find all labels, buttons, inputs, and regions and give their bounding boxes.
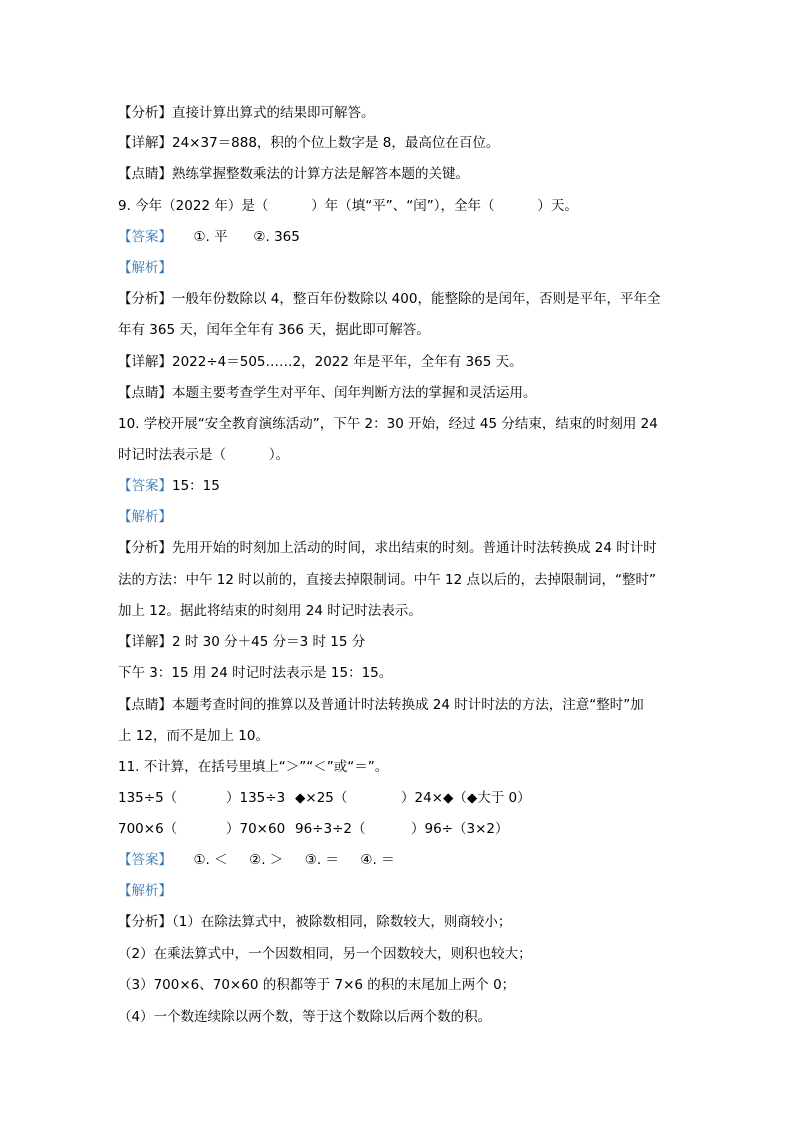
line-text: （2）在乘法算式中，一个因数相同，另一个因数较大，则积也较大； <box>118 946 532 962</box>
line-text: 2022÷4＝505……2，2022 年是平年，全年有 365 天。 <box>172 354 523 370</box>
section-tag: 【答案】 <box>118 478 172 494</box>
line-text: 2 时 30 分＋45 分＝3 时 15 分 <box>172 634 366 650</box>
section-tag: 【分析】 <box>118 540 172 556</box>
section-tag: 【解析】 <box>118 509 172 525</box>
section-tag: 【点睛】 <box>118 697 172 713</box>
text-line <box>118 727 269 745</box>
section-line <box>118 353 523 371</box>
comparison-expression: 96÷3÷2（ <box>295 821 366 837</box>
section-line <box>118 290 660 308</box>
comparison-expression: ）135÷3 <box>226 790 286 806</box>
text-line <box>118 976 515 994</box>
section-line <box>118 913 511 931</box>
text-line <box>118 758 388 776</box>
section-line <box>118 228 300 246</box>
section-line <box>118 851 395 869</box>
section-line <box>118 539 657 557</box>
line-text: 一般年份数除以 4，整百年份数除以 400，能整除的是闰年，否则是平年，平年全 <box>172 291 661 307</box>
comparison-expression: ）24×◆（◆大于 0） <box>401 790 531 806</box>
section-line <box>118 165 469 183</box>
section-tag: 【详解】 <box>118 135 172 151</box>
text-line <box>118 945 532 963</box>
text-line <box>118 571 656 589</box>
line-text: 加上 12。据此将结束的时刻用 24 时记时法表示。 <box>118 603 422 619</box>
section-line <box>118 633 365 651</box>
line-text: 本题主要考查学生对平年、闰年判断方法的掌握和灵活运用。 <box>172 385 537 401</box>
line-text: （3）700×6、70×60 的积都等于 7×6 的积的末尾加上两个 0； <box>118 977 516 993</box>
text-line <box>118 415 658 433</box>
line-text: ①. ＜ ②. ＞ ③. ＝ ④. ＝ <box>172 852 395 868</box>
line-text: 11. 不计算，在括号里填上“＞”“＜”或“＝”。 <box>118 759 389 775</box>
line-text: 9. 今年（2022 年）是（ ）年（填“平”、“闰”），全年（ ）天。 <box>118 198 578 214</box>
line-text: （4）一个数连续除以两个数，等于这个数除以后两个数的积。 <box>118 1009 492 1025</box>
section-tag: 【点睛】 <box>118 166 172 182</box>
section-tag: 【解析】 <box>118 883 172 899</box>
section-tag: 【分析】 <box>118 914 172 930</box>
section-line <box>118 508 172 526</box>
section-tag: 【详解】 <box>118 634 172 650</box>
section-line <box>118 134 499 152</box>
text-line <box>118 1008 491 1026</box>
line-text: ①. 平 ②. 365 <box>172 229 300 245</box>
line-text: 年有 365 天，闰年全年有 366 天，据此即可解答。 <box>118 322 430 338</box>
section-line <box>118 477 220 495</box>
comparison-expression: ）70×60 <box>226 821 286 837</box>
section-line <box>118 882 172 900</box>
text-line <box>118 321 430 339</box>
section-tag: 【点睛】 <box>118 385 172 401</box>
comparison-expression: 135÷5（ <box>118 790 178 806</box>
section-tag: 【答案】 <box>118 852 172 868</box>
section-line <box>118 104 375 122</box>
section-line <box>118 259 172 277</box>
text-line <box>118 446 289 464</box>
line-text: （1）在除法算式中，被除数相同，除数较大，则商较小； <box>172 914 512 930</box>
line-text: 上 12，而不是加上 10。 <box>118 728 269 744</box>
line-text: 先用开始的时刻加上活动的时间，求出结束的时刻。普通计时法转换成 24 时计时 <box>172 540 657 556</box>
comparison-expression: ）96÷（3×2） <box>411 821 509 837</box>
line-text: 直接计算出算式的结果即可解答。 <box>172 105 375 121</box>
line-text: 10. 学校开展“安全教育演练活动”，下午 2：30 开始，经过 45 分结束，结束的时刻用 24 <box>118 416 658 432</box>
section-tag: 【解析】 <box>118 260 172 276</box>
line-text: 本题考查时间的推算以及普通计时法转换成 24 时计时法的方法，注意“整时”加 <box>172 697 644 713</box>
section-line <box>118 384 537 402</box>
line-text: 24×37＝888，积的个位上数字是 8，最高位在百位。 <box>172 135 500 151</box>
line-text: 下午 3：15 用 24 时记时法表示是 15：15。 <box>118 665 393 681</box>
text-line <box>118 197 578 215</box>
comparison-expression: ◆×25（ <box>295 790 348 806</box>
section-tag: 【详解】 <box>118 354 172 370</box>
text-line <box>118 664 392 682</box>
section-tag: 【分析】 <box>118 105 172 121</box>
section-tag: 【分析】 <box>118 291 172 307</box>
line-text: 时记时法表示是（ ）。 <box>118 447 290 463</box>
line-text: 熟练掌握整数乘法的计算方法是解答本题的关键。 <box>172 166 469 182</box>
section-line <box>118 696 644 714</box>
comparison-expression: 700×6（ <box>118 821 178 837</box>
section-tag: 【答案】 <box>118 229 172 245</box>
text-line <box>118 602 422 620</box>
line-text: 15：15 <box>172 478 220 494</box>
line-text: 法的方法：中午 12 时以前的，直接去掉限制词。中午 12 点以后的，去掉限制词，“整时” <box>118 572 657 588</box>
